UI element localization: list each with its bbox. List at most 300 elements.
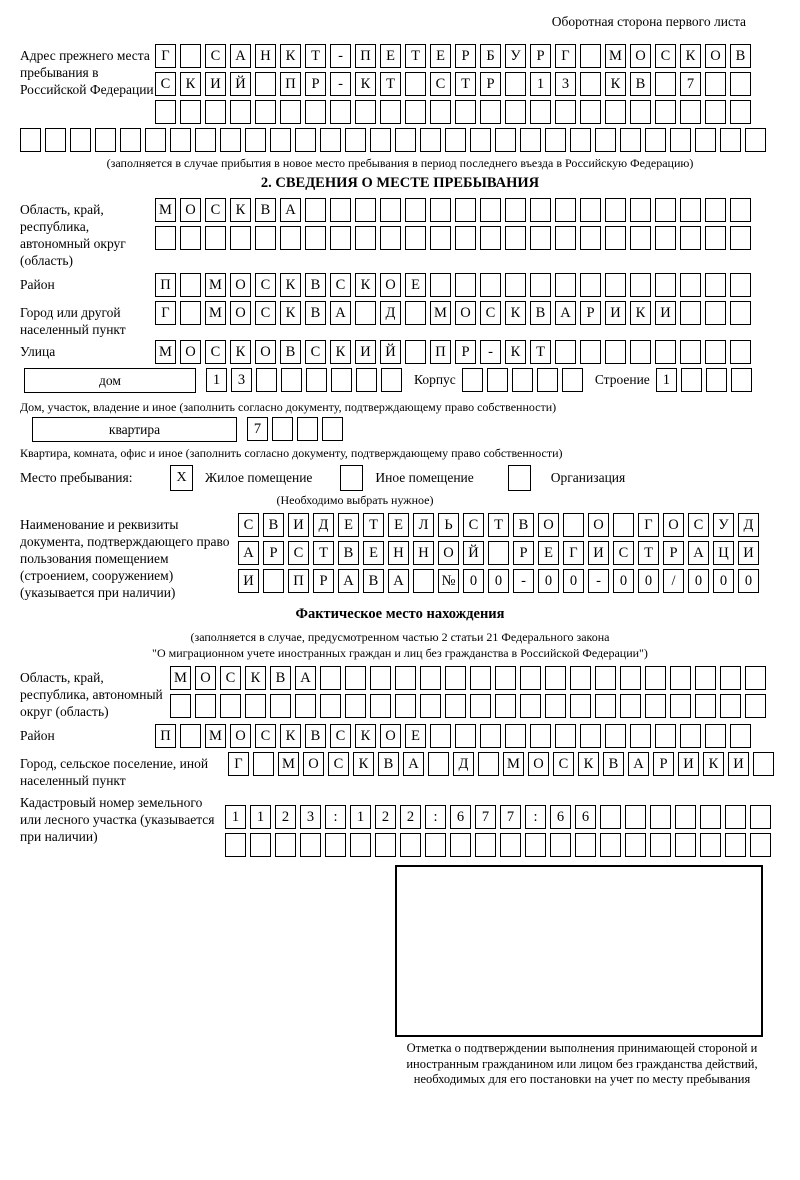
char-box[interactable] [250, 833, 271, 857]
char-box[interactable] [630, 198, 651, 222]
char-box[interactable]: К [353, 752, 374, 776]
char-box[interactable]: П [155, 273, 176, 297]
char-box[interactable]: Р [513, 541, 534, 565]
char-box[interactable] [320, 694, 341, 718]
char-box[interactable] [255, 226, 276, 250]
char-box[interactable]: - [330, 44, 351, 68]
char-box[interactable] [620, 694, 641, 718]
char-box[interactable]: В [305, 301, 326, 325]
char-box[interactable]: Р [580, 301, 601, 325]
char-box[interactable]: У [505, 44, 526, 68]
char-box[interactable] [395, 128, 416, 152]
char-box[interactable]: М [155, 340, 176, 364]
char-box[interactable] [220, 694, 241, 718]
char-box[interactable]: М [205, 301, 226, 325]
char-box[interactable] [430, 273, 451, 297]
char-box[interactable] [650, 833, 671, 857]
char-box[interactable] [505, 273, 526, 297]
char-box[interactable]: С [688, 513, 709, 537]
char-box[interactable] [295, 128, 316, 152]
char-box[interactable] [420, 694, 441, 718]
char-box[interactable]: И [205, 72, 226, 96]
char-box[interactable]: А [555, 301, 576, 325]
char-box[interactable]: К [578, 752, 599, 776]
char-box[interactable]: О [380, 724, 401, 748]
char-box[interactable] [680, 226, 701, 250]
char-box[interactable]: Е [338, 513, 359, 537]
char-box[interactable]: О [705, 44, 726, 68]
char-box[interactable]: С [205, 44, 226, 68]
char-box[interactable] [731, 368, 752, 392]
char-box[interactable] [170, 128, 191, 152]
char-box[interactable]: М [205, 724, 226, 748]
char-box[interactable]: О [180, 340, 201, 364]
char-box[interactable] [405, 301, 426, 325]
char-box[interactable] [580, 198, 601, 222]
char-box[interactable]: В [263, 513, 284, 537]
char-box[interactable] [455, 273, 476, 297]
char-box[interactable]: Е [430, 44, 451, 68]
char-box[interactable] [270, 128, 291, 152]
char-box[interactable]: 3 [555, 72, 576, 96]
char-box[interactable] [505, 724, 526, 748]
char-box[interactable] [345, 128, 366, 152]
char-box[interactable] [620, 128, 641, 152]
char-box[interactable]: В [630, 72, 651, 96]
char-box[interactable]: К [180, 72, 201, 96]
char-box[interactable] [555, 100, 576, 124]
char-box[interactable] [575, 833, 596, 857]
char-box[interactable] [605, 100, 626, 124]
char-box[interactable]: Р [313, 569, 334, 593]
char-box[interactable] [655, 340, 676, 364]
char-box[interactable] [630, 724, 651, 748]
char-box[interactable] [520, 694, 541, 718]
char-box[interactable]: 6 [450, 805, 471, 829]
char-box[interactable]: О [303, 752, 324, 776]
char-box[interactable] [505, 198, 526, 222]
char-box[interactable] [380, 100, 401, 124]
char-box[interactable] [720, 128, 741, 152]
char-box[interactable]: 0 [613, 569, 634, 593]
char-box[interactable] [613, 513, 634, 537]
char-box[interactable]: К [280, 301, 301, 325]
char-box[interactable]: К [680, 44, 701, 68]
char-box[interactable] [695, 128, 716, 152]
char-box[interactable]: К [230, 340, 251, 364]
char-box[interactable]: 1 [206, 368, 227, 392]
char-box[interactable]: Г [638, 513, 659, 537]
char-box[interactable]: 0 [713, 569, 734, 593]
char-box[interactable] [355, 100, 376, 124]
char-box[interactable] [355, 198, 376, 222]
char-box[interactable] [425, 833, 446, 857]
char-box[interactable] [655, 273, 676, 297]
char-box[interactable]: 1 [530, 72, 551, 96]
char-box[interactable] [545, 666, 566, 690]
char-box[interactable] [195, 128, 216, 152]
char-box[interactable] [720, 666, 741, 690]
char-box[interactable]: П [288, 569, 309, 593]
char-box[interactable]: М [155, 198, 176, 222]
char-box[interactable]: : [425, 805, 446, 829]
char-box[interactable] [705, 100, 726, 124]
char-box[interactable] [537, 368, 558, 392]
char-box[interactable] [375, 833, 396, 857]
char-box[interactable] [480, 273, 501, 297]
char-box[interactable] [605, 724, 626, 748]
char-box[interactable] [445, 694, 466, 718]
char-box[interactable] [505, 226, 526, 250]
char-box[interactable]: 3 [231, 368, 252, 392]
char-box[interactable] [680, 273, 701, 297]
char-box[interactable] [345, 666, 366, 690]
char-box[interactable]: М [430, 301, 451, 325]
char-box[interactable] [745, 694, 766, 718]
char-box[interactable] [595, 694, 616, 718]
char-box[interactable]: К [703, 752, 724, 776]
char-box[interactable]: Р [653, 752, 674, 776]
char-box[interactable] [680, 724, 701, 748]
stay-type-checkbox-other[interactable] [340, 465, 363, 491]
char-box[interactable] [625, 805, 646, 829]
char-box[interactable]: Т [313, 541, 334, 565]
char-box[interactable] [600, 833, 621, 857]
char-box[interactable]: П [280, 72, 301, 96]
char-box[interactable]: П [155, 724, 176, 748]
char-box[interactable] [562, 368, 583, 392]
char-box[interactable]: И [605, 301, 626, 325]
char-box[interactable] [20, 128, 41, 152]
char-box[interactable]: В [363, 569, 384, 593]
char-box[interactable]: Б [480, 44, 501, 68]
char-box[interactable]: М [605, 44, 626, 68]
char-box[interactable] [430, 724, 451, 748]
char-box[interactable] [505, 100, 526, 124]
char-box[interactable] [180, 301, 201, 325]
char-box[interactable] [450, 833, 471, 857]
char-box[interactable] [530, 100, 551, 124]
char-box[interactable]: С [305, 340, 326, 364]
char-box[interactable] [725, 805, 746, 829]
char-box[interactable] [730, 226, 751, 250]
char-box[interactable] [480, 198, 501, 222]
char-box[interactable] [322, 417, 343, 441]
char-box[interactable]: 0 [688, 569, 709, 593]
char-box[interactable] [680, 100, 701, 124]
char-box[interactable]: Ь [438, 513, 459, 537]
char-box[interactable]: - [588, 569, 609, 593]
char-box[interactable]: О [663, 513, 684, 537]
char-box[interactable] [380, 198, 401, 222]
char-box[interactable]: С [155, 72, 176, 96]
char-box[interactable] [730, 724, 751, 748]
char-box[interactable]: А [628, 752, 649, 776]
char-box[interactable]: А [688, 541, 709, 565]
char-box[interactable] [475, 833, 496, 857]
char-box[interactable]: Т [363, 513, 384, 537]
char-box[interactable] [488, 541, 509, 565]
char-box[interactable]: Й [230, 72, 251, 96]
char-box[interactable] [180, 273, 201, 297]
char-box[interactable] [455, 724, 476, 748]
char-box[interactable] [95, 128, 116, 152]
char-box[interactable]: И [288, 513, 309, 537]
char-box[interactable] [487, 368, 508, 392]
char-box[interactable]: Ц [713, 541, 734, 565]
char-box[interactable]: О [438, 541, 459, 565]
char-box[interactable] [413, 569, 434, 593]
char-box[interactable]: Г [155, 44, 176, 68]
char-box[interactable]: Г [555, 44, 576, 68]
char-box[interactable]: Д [380, 301, 401, 325]
char-box[interactable]: Р [530, 44, 551, 68]
char-box[interactable]: А [403, 752, 424, 776]
char-box[interactable] [405, 226, 426, 250]
char-box[interactable] [655, 198, 676, 222]
char-box[interactable] [405, 340, 426, 364]
char-box[interactable]: О [195, 666, 216, 690]
char-box[interactable] [180, 226, 201, 250]
char-box[interactable] [205, 226, 226, 250]
char-box[interactable]: В [378, 752, 399, 776]
char-box[interactable]: С [255, 301, 276, 325]
char-box[interactable]: Е [405, 724, 426, 748]
char-box[interactable] [325, 833, 346, 857]
char-box[interactable]: Л [413, 513, 434, 537]
char-box[interactable]: О [255, 340, 276, 364]
char-box[interactable]: С [553, 752, 574, 776]
char-box[interactable]: О [630, 44, 651, 68]
char-box[interactable] [462, 368, 483, 392]
char-box[interactable] [555, 340, 576, 364]
char-box[interactable]: Т [380, 72, 401, 96]
char-box[interactable]: № [438, 569, 459, 593]
char-box[interactable] [495, 128, 516, 152]
char-box[interactable] [605, 340, 626, 364]
char-box[interactable] [305, 198, 326, 222]
char-box[interactable]: Г [155, 301, 176, 325]
char-box[interactable] [280, 226, 301, 250]
char-box[interactable] [530, 226, 551, 250]
char-box[interactable] [555, 724, 576, 748]
char-box[interactable]: К [280, 44, 301, 68]
char-box[interactable] [350, 833, 371, 857]
char-box[interactable]: С [238, 513, 259, 537]
char-box[interactable]: / [663, 569, 684, 593]
char-box[interactable] [330, 226, 351, 250]
char-box[interactable]: Т [530, 340, 551, 364]
char-box[interactable] [680, 198, 701, 222]
char-box[interactable]: С [655, 44, 676, 68]
char-box[interactable] [70, 128, 91, 152]
char-box[interactable]: К [630, 301, 651, 325]
char-box[interactable] [725, 833, 746, 857]
char-box[interactable]: С [288, 541, 309, 565]
char-box[interactable]: А [280, 198, 301, 222]
char-box[interactable] [405, 100, 426, 124]
char-box[interactable] [705, 273, 726, 297]
char-box[interactable] [730, 72, 751, 96]
char-box[interactable]: С [328, 752, 349, 776]
char-box[interactable]: К [355, 273, 376, 297]
char-box[interactable]: 6 [575, 805, 596, 829]
char-box[interactable]: Н [388, 541, 409, 565]
char-box[interactable]: С [330, 724, 351, 748]
char-box[interactable]: Е [405, 273, 426, 297]
char-box[interactable] [670, 128, 691, 152]
char-box[interactable] [730, 198, 751, 222]
char-box[interactable]: 0 [488, 569, 509, 593]
char-box[interactable]: Р [455, 44, 476, 68]
char-box[interactable]: И [738, 541, 759, 565]
char-box[interactable] [480, 724, 501, 748]
char-box[interactable]: 0 [538, 569, 559, 593]
char-box[interactable] [730, 301, 751, 325]
char-box[interactable]: Е [380, 44, 401, 68]
char-box[interactable] [155, 226, 176, 250]
char-box[interactable]: О [180, 198, 201, 222]
char-box[interactable] [750, 833, 771, 857]
char-box[interactable] [320, 128, 341, 152]
char-box[interactable]: 7 [247, 417, 268, 441]
char-box[interactable] [306, 368, 327, 392]
char-box[interactable] [570, 128, 591, 152]
char-box[interactable]: А [330, 301, 351, 325]
char-box[interactable] [730, 100, 751, 124]
char-box[interactable] [275, 833, 296, 857]
char-box[interactable] [305, 100, 326, 124]
char-box[interactable]: К [605, 72, 626, 96]
char-box[interactable]: К [280, 273, 301, 297]
char-box[interactable]: 1 [250, 805, 271, 829]
char-box[interactable]: О [588, 513, 609, 537]
char-box[interactable]: - [330, 72, 351, 96]
char-box[interactable] [500, 833, 521, 857]
char-box[interactable]: А [238, 541, 259, 565]
char-box[interactable] [630, 226, 651, 250]
char-box[interactable] [545, 128, 566, 152]
char-box[interactable]: И [678, 752, 699, 776]
char-box[interactable]: В [270, 666, 291, 690]
char-box[interactable] [155, 100, 176, 124]
char-box[interactable] [420, 128, 441, 152]
char-box[interactable]: 6 [550, 805, 571, 829]
char-box[interactable] [370, 694, 391, 718]
char-box[interactable]: М [503, 752, 524, 776]
char-box[interactable]: Т [405, 44, 426, 68]
char-box[interactable]: О [528, 752, 549, 776]
char-box[interactable] [630, 340, 651, 364]
char-box[interactable]: А [230, 44, 251, 68]
char-box[interactable]: С [220, 666, 241, 690]
char-box[interactable]: 7 [680, 72, 701, 96]
char-box[interactable] [580, 226, 601, 250]
char-box[interactable] [670, 666, 691, 690]
char-box[interactable] [455, 100, 476, 124]
char-box[interactable] [470, 128, 491, 152]
char-box[interactable] [230, 226, 251, 250]
char-box[interactable] [580, 72, 601, 96]
char-box[interactable] [428, 752, 449, 776]
char-box[interactable]: К [330, 340, 351, 364]
char-box[interactable]: О [230, 273, 251, 297]
char-box[interactable] [455, 198, 476, 222]
char-box[interactable] [655, 226, 676, 250]
char-box[interactable] [595, 128, 616, 152]
char-box[interactable]: 2 [375, 805, 396, 829]
char-box[interactable]: Р [263, 541, 284, 565]
char-box[interactable]: К [505, 301, 526, 325]
char-box[interactable]: Д [313, 513, 334, 537]
char-box[interactable] [256, 368, 277, 392]
char-box[interactable] [530, 273, 551, 297]
char-box[interactable]: Г [228, 752, 249, 776]
char-box[interactable] [580, 340, 601, 364]
char-box[interactable]: С [205, 340, 226, 364]
char-box[interactable]: О [230, 301, 251, 325]
char-box[interactable]: О [538, 513, 559, 537]
char-box[interactable] [705, 198, 726, 222]
char-box[interactable]: В [305, 724, 326, 748]
char-box[interactable]: В [305, 273, 326, 297]
char-box[interactable] [700, 833, 721, 857]
char-box[interactable]: А [388, 569, 409, 593]
char-box[interactable] [297, 417, 318, 441]
char-box[interactable]: И [588, 541, 609, 565]
char-box[interactable] [745, 128, 766, 152]
char-box[interactable] [300, 833, 321, 857]
char-box[interactable] [145, 128, 166, 152]
char-box[interactable]: 0 [738, 569, 759, 593]
char-box[interactable] [625, 833, 646, 857]
char-box[interactable] [645, 694, 666, 718]
char-box[interactable] [681, 368, 702, 392]
char-box[interactable] [405, 72, 426, 96]
char-box[interactable]: Д [738, 513, 759, 537]
char-box[interactable]: В [513, 513, 534, 537]
char-box[interactable] [430, 198, 451, 222]
char-box[interactable] [345, 694, 366, 718]
char-box[interactable]: К [245, 666, 266, 690]
char-box[interactable] [478, 752, 499, 776]
char-box[interactable] [695, 694, 716, 718]
char-box[interactable] [420, 666, 441, 690]
char-box[interactable]: 1 [656, 368, 677, 392]
char-box[interactable] [630, 100, 651, 124]
char-box[interactable] [580, 100, 601, 124]
char-box[interactable] [225, 833, 246, 857]
char-box[interactable]: Н [255, 44, 276, 68]
char-box[interactable] [370, 128, 391, 152]
char-box[interactable] [255, 100, 276, 124]
char-box[interactable] [580, 724, 601, 748]
char-box[interactable] [620, 666, 641, 690]
char-box[interactable] [580, 273, 601, 297]
char-box[interactable]: П [430, 340, 451, 364]
char-box[interactable] [305, 226, 326, 250]
char-box[interactable] [405, 198, 426, 222]
char-box[interactable]: : [525, 805, 546, 829]
char-box[interactable] [180, 100, 201, 124]
char-box[interactable] [395, 666, 416, 690]
char-box[interactable] [495, 694, 516, 718]
char-box[interactable]: С [480, 301, 501, 325]
char-box[interactable] [670, 694, 691, 718]
char-box[interactable] [705, 226, 726, 250]
char-box[interactable] [530, 198, 551, 222]
char-box[interactable] [205, 100, 226, 124]
